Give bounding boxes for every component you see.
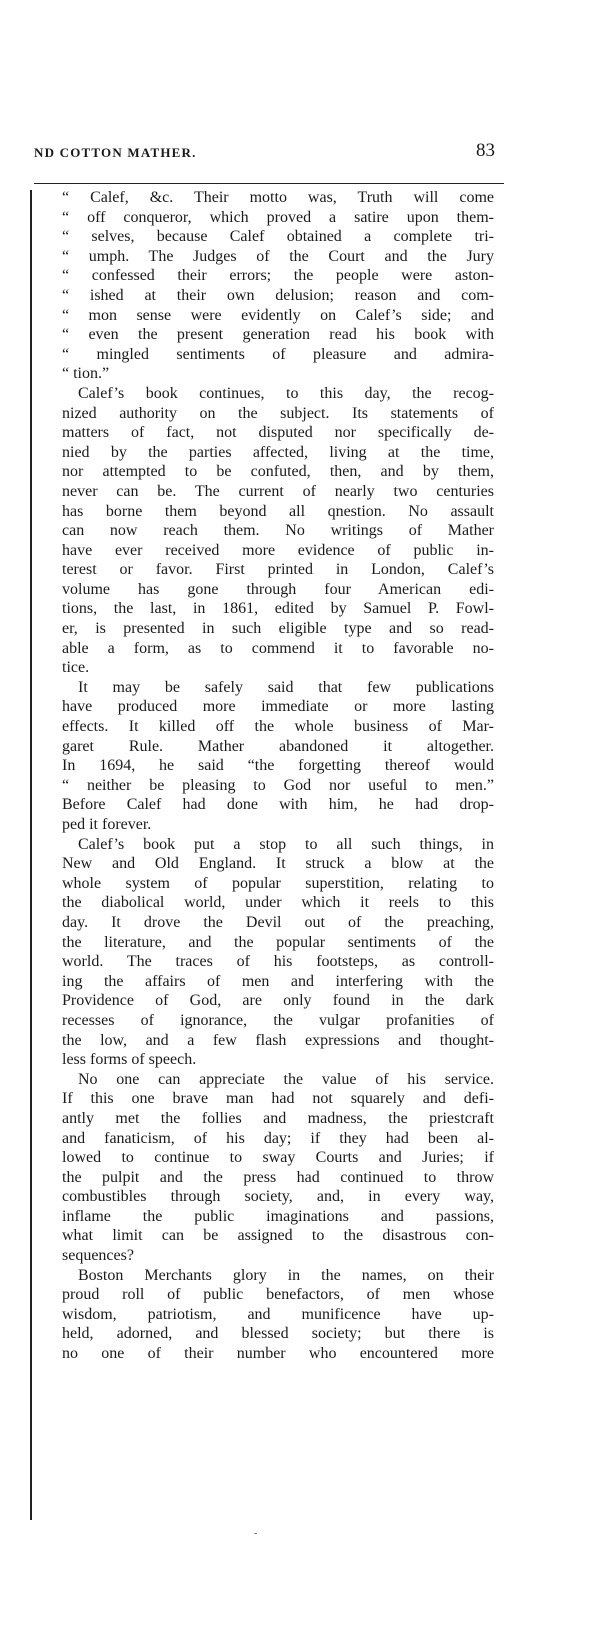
body-text [62,188,494,1364]
text-line: garet Rule. Mather abandoned it altogether. [62,737,494,755]
text-line: can now reach them. No writings of Mather [62,522,494,540]
text-line: what limit can be assigned to the disastrous con- [62,1227,494,1245]
text-line: world. The traces of his footsteps, as controll- [62,953,494,971]
text-line: “ mon sense were evidently on Calef’s side; and [62,306,494,324]
text-line: matters of fact, not disputed nor specifically de- [62,424,494,442]
header-rule [34,183,504,184]
text-line: “ confessed their errors; the people were aston- [62,267,494,285]
text-line: proud roll of public benefactors, of men whose [62,1286,494,1304]
text-line: wisdom, patriotism, and munificence have up- [62,1305,494,1323]
text-line: “ umph. The Judges of the Court and the Jury [62,247,494,265]
text-line: whole system of popular superstition, relating to [62,874,494,892]
text-line: lowed to continue to sway Courts and Juries; if [62,1149,494,1167]
text-line: It may be safely said that few publications [78,678,494,696]
text-line: ing the affairs of men and interfering with the [62,972,494,990]
text-line: “ neither be pleasing to God nor useful to men.” [62,776,494,794]
page-number: 83 [476,140,495,161]
text-line: Calef’s book continues, to this day, the recog- [78,384,494,402]
text-line: recesses of ignorance, the vulgar profanities of [62,1011,494,1029]
margin-rule [30,190,32,1520]
text-line: has borne them beyond all qnestion. No assault [62,502,494,520]
text-line: Boston Merchants glory in the names, on their [78,1266,494,1284]
text-line: combustibles through society, and, in every way, [62,1188,494,1206]
text-line: If this one brave man had not squarely and defi- [62,1090,494,1108]
text-line: nized authority on the subject. Its statements of [62,404,494,422]
text-line: the diabolical world, under which it reels to this [62,894,494,912]
text-line: In 1694, he said “the forgetting thereof would [62,757,494,775]
text-line: nor attempted to be confuted, then, and by them, [62,463,494,481]
text-line: tice. [62,659,90,677]
text-line: terest or favor. First printed in London, Calef’s [62,561,494,579]
text-line: effects. It killed off the whole business of Mar- [62,718,494,736]
text-line: the low, and a few flash expressions and thought- [62,1031,494,1049]
text-line: and fanaticism, of his day; if they had been al- [62,1129,494,1147]
text-line: able a form, as to commend it to favorable no- [62,639,494,657]
text-line: “ Calef, &c. Their motto was, Truth will come [62,189,494,206]
text-line: “ even the present generation read his book with [62,326,494,344]
text-line: the literature, and the popular sentiments of the [62,933,494,951]
text-line: Providence of God, are only found in the dark [62,992,494,1010]
text-line: tions, the last, in 1861, edited by Samuel P. Fowl- [62,600,494,618]
text-line: Before Calef had done with him, he had drop- [62,796,494,814]
text-line: volume has gone through four American edi- [62,580,494,598]
text-line: “ ished at their own delusion; reason and com- [62,286,494,304]
text-line: have ever received more evidence of public in- [62,541,494,559]
text-line: “ off conqueror, which proved a satire upon them- [62,208,494,226]
text-line: less forms of speech. [62,1051,197,1069]
text-line: Calef’s book put a stop to all such things, in [78,835,494,853]
text-line: antly met the follies and madness, the priestcraft [62,1109,494,1127]
text-line: the pulpit and the press had continued to throw [62,1168,494,1186]
text-line: New and Old England. It struck a blow at the [62,855,494,873]
text-line: no one of their number who encountered more [62,1345,494,1363]
text-line: nied by the parties affected, living at the time, [62,443,494,461]
running-head: ND COTTON MATHER. [34,145,197,160]
text-line: sequences? [62,1247,134,1265]
text-line: “ selves, because Calef obtained a complete tri- [62,228,494,246]
text-line: held, adorned, and blessed society; but there is [62,1325,494,1343]
text-line: inflame the public imaginations and passions, [62,1207,494,1225]
text-line: No one can appreciate the value of his service. [78,1070,494,1088]
text-line: er, is presented in such eligible type and so read- [62,620,494,638]
footer-mark: - [254,1528,258,1539]
text-line: “ mingled sentiments of pleasure and admira- [62,345,494,363]
text-line: have produced more immediate or more lasting [62,698,494,716]
text-line: “ tion.” [62,365,110,383]
text-line: day. It drove the Devil out of the preaching, [62,913,494,931]
text-line: ped it forever. [62,816,152,833]
text-line: never can be. The current of nearly two centuries [62,482,494,500]
